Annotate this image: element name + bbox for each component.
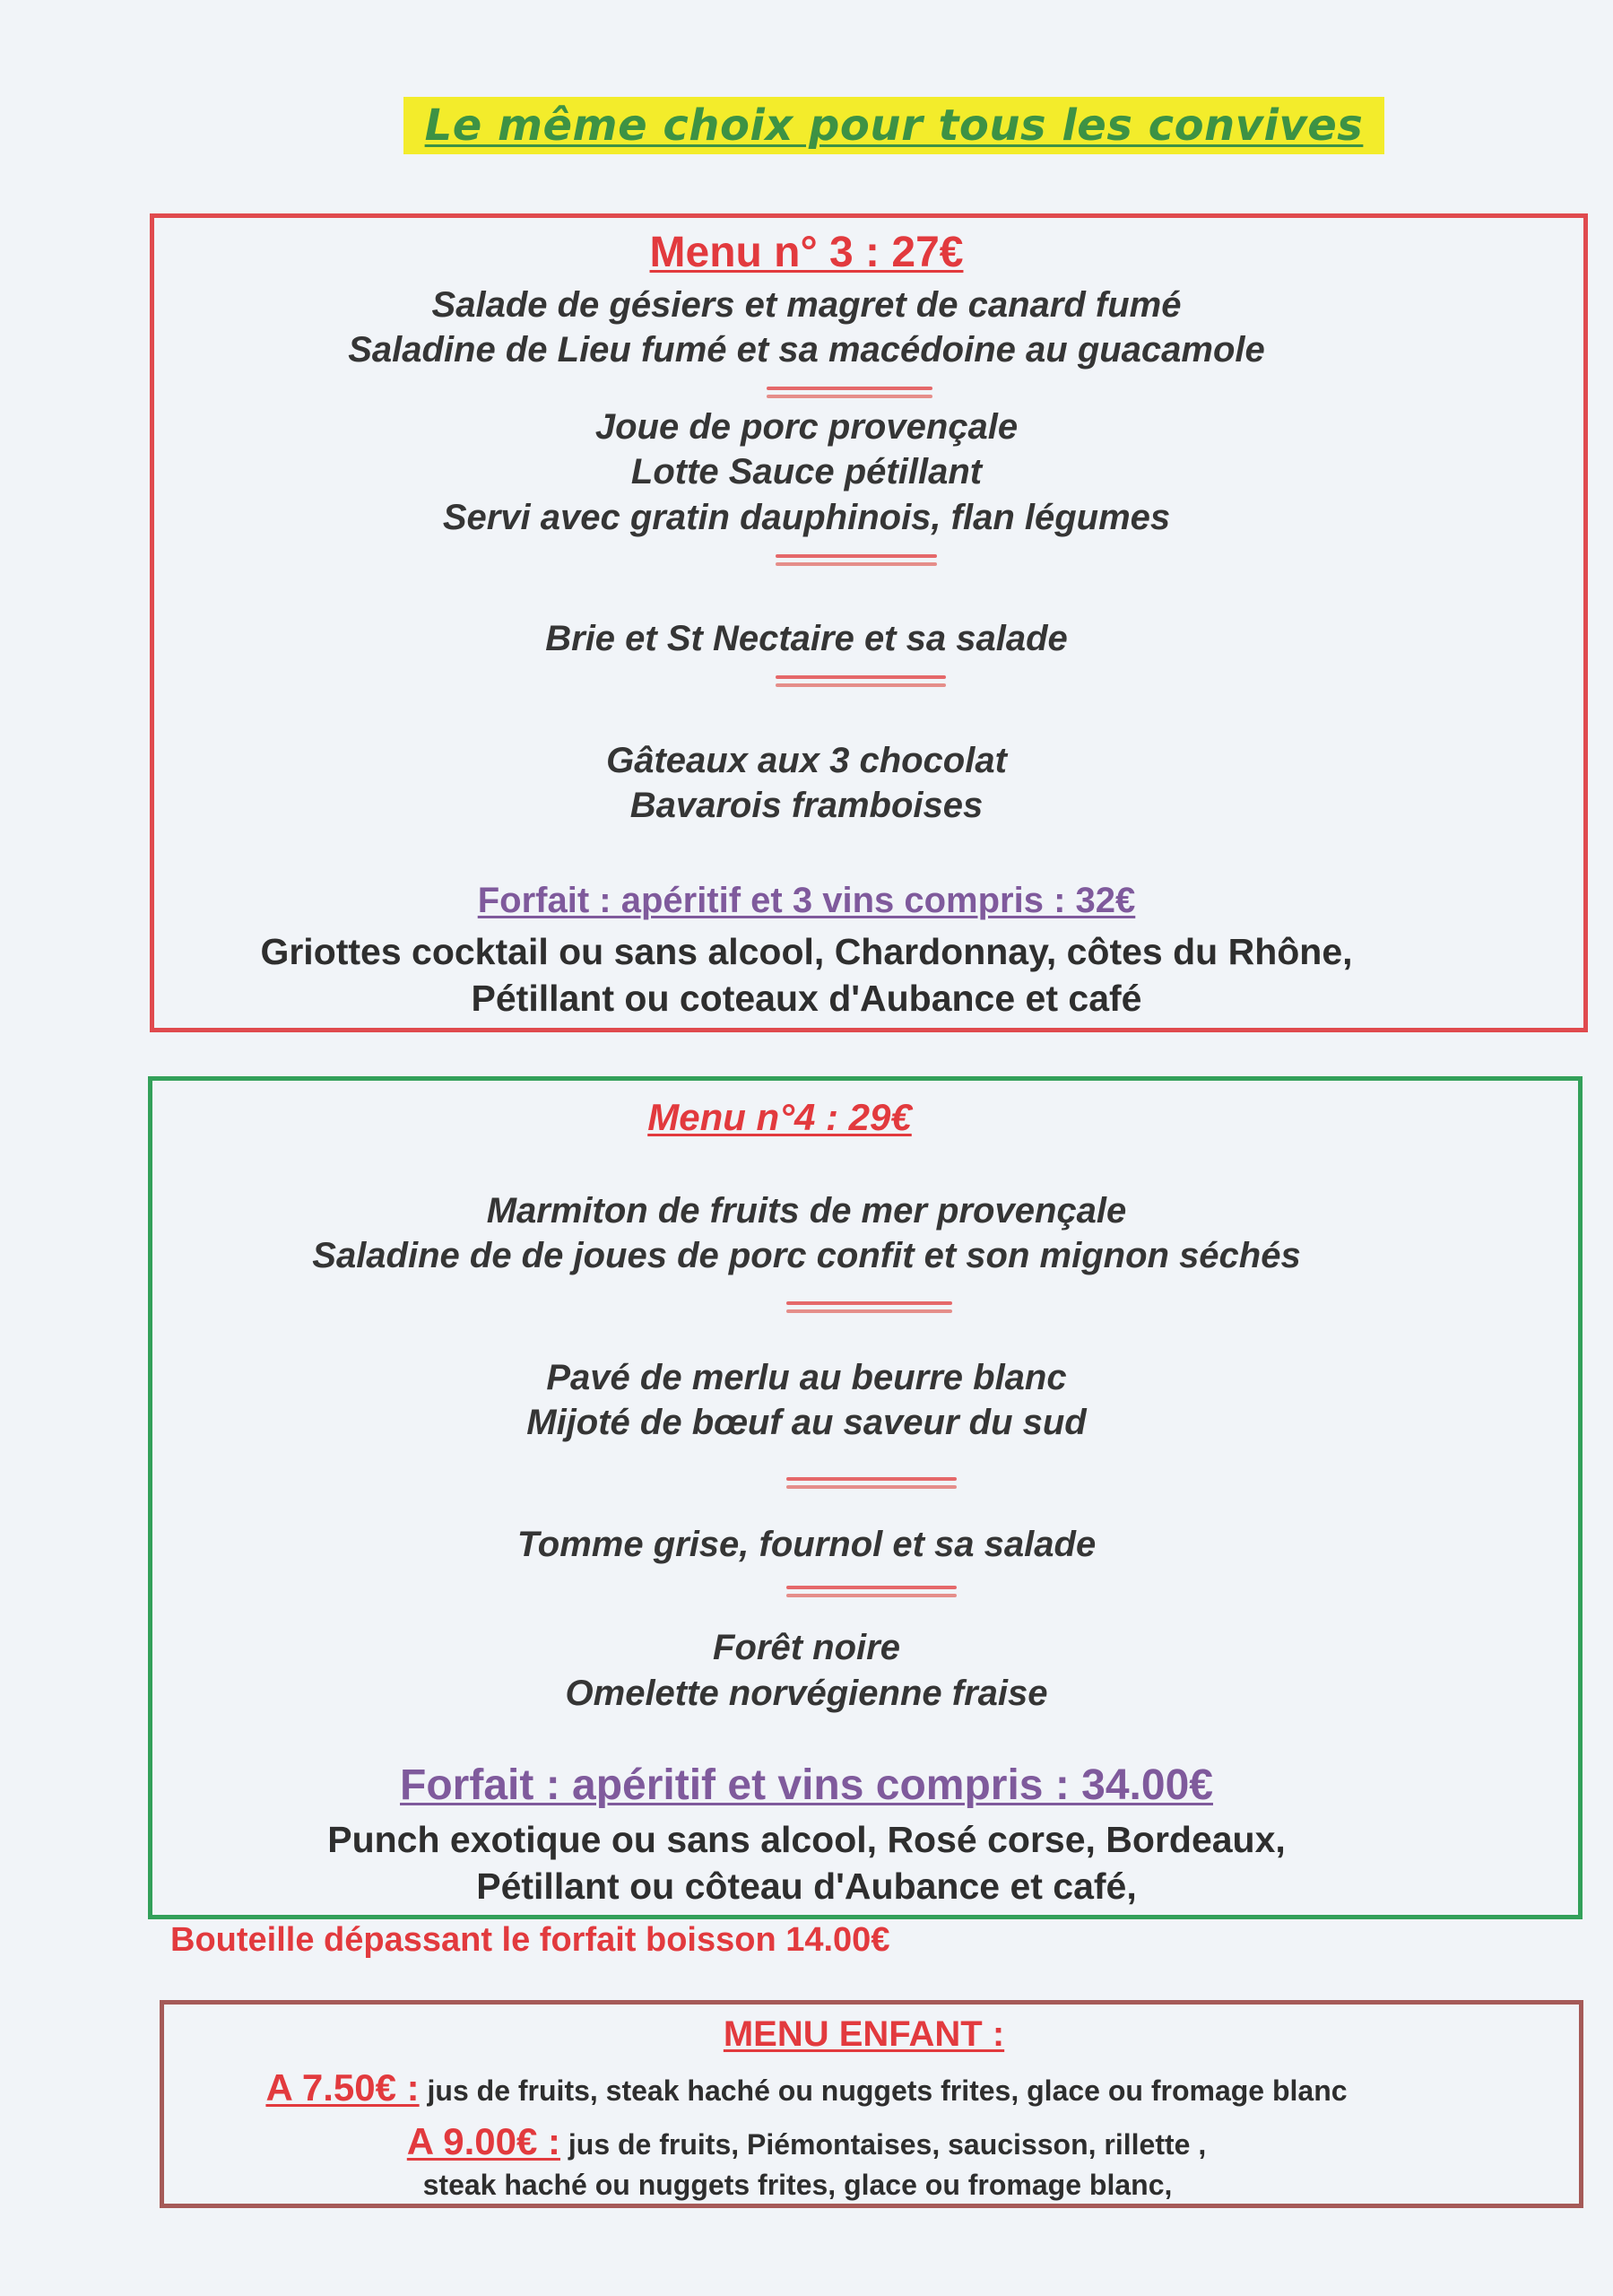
menu-3-boissons-2: Pétillant ou coteaux d'Aubance et café: [471, 978, 1142, 1019]
menu-enfant-option-2-text: jus de fruits, Piémontaises, saucisson, rillette ,: [559, 2128, 1207, 2161]
separator: [767, 384, 932, 404]
bottle-supplement-note: Bouteille dépassant le forfait boisson 14.00€: [170, 1921, 890, 1959]
menu-4-plat-2: Mijoté de bœuf au saveur du sud: [526, 1403, 1087, 1442]
menu-3-boissons-1: Griottes cocktail ou sans alcool, Chardonnay, côtes du Rhône,: [260, 931, 1353, 972]
menu-4-forfait: Forfait : apéritif et vins compris : 34.00€: [400, 1761, 1213, 1809]
separator: [786, 1583, 957, 1603]
menu-4-heading: Menu n°4 : 29€: [647, 1096, 912, 1138]
menu-4-boissons-2: Pétillant ou côteau d'Aubance et café,: [476, 1866, 1137, 1907]
menu-enfant-option-2-text-2: steak haché ou nuggets frites, glace ou fromage blanc,: [422, 2169, 1173, 2201]
menu-3-entree-1: Salade de gésiers et magret de canard fumé: [431, 285, 1182, 325]
menu-3-dessert-2: Bavarois framboises: [629, 786, 984, 825]
menu-3-entree-2: Saladine de Lieu fumé et sa macédoine au guacamole: [348, 330, 1265, 370]
menu-enfant-price-1: A 7.50€ :: [265, 2066, 420, 2109]
menu-4-dessert-2: Omelette norvégienne fraise: [565, 1674, 1048, 1713]
menu-enfant-option-1-text: jus de fruits, steak haché ou nuggets frites, glace ou fromage blanc: [419, 2074, 1348, 2107]
menu-3-heading: Menu n° 3 : 27€: [649, 229, 964, 276]
menu-4-dessert-1: Forêt noire: [713, 1628, 900, 1667]
menu-4-entree-2: Saladine de de joues de porc confit et son mignon séchés: [312, 1236, 1301, 1275]
menu-4-plat-1: Pavé de merlu au beurre blanc: [546, 1358, 1067, 1397]
menu-3-plat-1: Joue de porc provençale: [594, 407, 1019, 447]
menu-4-fromage: Tomme grise, fournol et sa salade: [516, 1525, 1097, 1564]
menu-3-plat-3: Servi avec gratin dauphinois, flan légumes: [442, 498, 1171, 537]
menu-enfant-heading: MENU ENFANT :: [723, 2014, 1005, 2054]
menu-3-forfait: Forfait : apéritif et 3 vins compris : 32€: [477, 881, 1136, 920]
separator: [776, 673, 946, 692]
separator: [776, 552, 937, 571]
separator: [786, 1299, 952, 1318]
separator: [786, 1474, 957, 1494]
menu-3-fromage: Brie et St Nectaire et sa salade: [545, 619, 1068, 658]
menu-enfant-price-2: A 9.00€ :: [406, 2120, 560, 2162]
menu-enfant-option-2: [0, 2120, 1613, 2163]
menu-4-boissons-1: Punch exotique ou sans alcool, Rosé corse, Bordeaux,: [327, 1819, 1286, 1860]
menu-3-plat-2: Lotte Sauce pétillant: [630, 452, 983, 491]
menu-4-entree-1: Marmiton de fruits de mer provençale: [486, 1191, 1127, 1231]
menu-3-dessert-1: Gâteaux aux 3 chocolat: [606, 741, 1007, 780]
page-title: Le même choix pour tous les convives: [403, 97, 1384, 154]
menu-enfant-option-1: [0, 2066, 1613, 2109]
